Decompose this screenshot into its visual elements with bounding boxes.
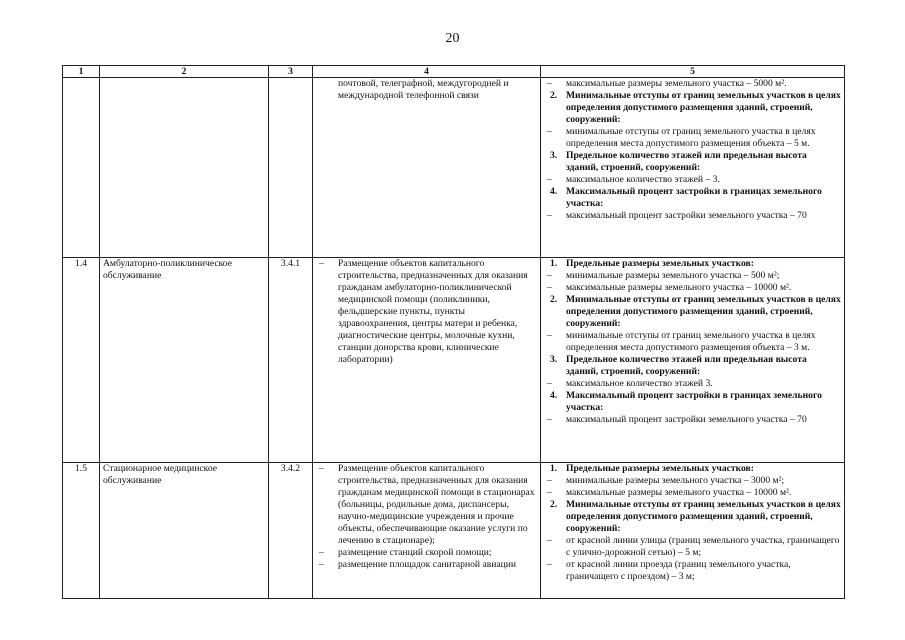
parameter-number: 4. bbox=[550, 186, 558, 197]
parameter-heading-text: Минимальные отступы от границ земельных участков в целях определения допустимого размещения зданий, строений, сооружений: bbox=[566, 90, 841, 125]
dash-bullet-icon: – bbox=[547, 282, 552, 293]
parameter-item-text: минимальные размеры земельного участка – 3000 м²; bbox=[566, 475, 785, 486]
parameter-heading bbox=[544, 499, 841, 535]
zoning-table bbox=[62, 65, 845, 599]
dash-bullet-icon: – bbox=[547, 330, 552, 341]
parameter-heading-text: Предельное количество этажей или предельная высота зданий, строений, сооружений: bbox=[566, 150, 807, 173]
parameter-item bbox=[544, 210, 841, 222]
parameter-item-text: максимальное количество этажей 3. bbox=[566, 378, 713, 389]
parameter-number: 4. bbox=[550, 390, 558, 401]
header-col-2: 2 bbox=[100, 66, 269, 78]
use-type-code bbox=[269, 78, 313, 258]
parameter-heading bbox=[544, 463, 841, 475]
list-item-text: размещение площадок санитарной авиации bbox=[338, 559, 517, 570]
dash-bullet-icon: – bbox=[547, 475, 552, 486]
dash-bullet-icon: – bbox=[319, 559, 324, 570]
parameter-item bbox=[544, 475, 841, 487]
parameter-heading-text: Предельные размеры земельных участков: bbox=[566, 258, 754, 269]
parameter-heading bbox=[544, 390, 841, 414]
parameter-item bbox=[544, 378, 841, 390]
parameter-heading bbox=[544, 258, 841, 270]
use-description bbox=[313, 258, 541, 463]
parameter-number: 3. bbox=[550, 150, 558, 161]
description-list bbox=[316, 463, 537, 571]
parameter-heading bbox=[544, 186, 841, 210]
parameter-number: 3. bbox=[550, 354, 558, 365]
use-type-name: Стационарное медицинское обслуживание bbox=[100, 463, 269, 599]
dash-bullet-icon: – bbox=[547, 487, 552, 498]
dash-bullet-icon: – bbox=[547, 174, 552, 185]
parameter-number: 2. bbox=[550, 90, 558, 101]
parameter-item-text: максимальный процент застройки земельного участка – 70 bbox=[566, 210, 807, 221]
dash-bullet-icon: – bbox=[319, 258, 324, 269]
list-item-text: Размещение объектов капитального строительства, предназначенных для оказания гражданам медицинской помощи в стационарах (больницы, родильные дома, диспансеры, научно-медицинские учреждения и прочие объекты, обеспечивающие оказание услуги по лечению в стационаре); bbox=[338, 463, 535, 546]
row-number: 1.5 bbox=[63, 463, 100, 599]
parameter-heading-text: Максимальный процент застройки в границах земельного участка: bbox=[566, 186, 822, 209]
parameter-item bbox=[544, 535, 841, 559]
parameter-heading-text: Максимальный процент застройки в границах земельного участка: bbox=[566, 390, 822, 413]
parameters-cell bbox=[541, 78, 845, 258]
table-header-row bbox=[63, 66, 845, 78]
parameter-item bbox=[544, 487, 841, 499]
list-item-text: размещение станций скорой помощи; bbox=[338, 547, 492, 558]
parameter-item bbox=[544, 282, 841, 294]
parameters-cell bbox=[541, 463, 845, 599]
use-type-name: Амбулаторно-поликлиническое обслуживание bbox=[100, 258, 269, 463]
parameter-item bbox=[544, 270, 841, 282]
dash-bullet-icon: – bbox=[547, 378, 552, 389]
dash-bullet-icon: – bbox=[547, 270, 552, 281]
dash-bullet-icon: – bbox=[547, 535, 552, 546]
parameter-number: 1. bbox=[550, 463, 558, 474]
list-item bbox=[316, 547, 537, 559]
list-item-text: Размещение объектов капитального строительства, предназначенных для оказания гражданам амбулаторно-поликлинической медицинской помощи (поликлиники, фельдшерские пункты, пункты здравоохранения, центры матери и ребенка, диагностические центры, молочные кухни, станции донорства крови, клинические лаборатории) bbox=[338, 258, 528, 365]
parameter-item-text: минимальные отступы от границ земельного участка в целях определения места допустимого размещения объекта – 3 м. bbox=[566, 330, 816, 353]
parameter-item-text: максимальные размеры земельного участка – 10000 м². bbox=[566, 282, 792, 293]
parameter-heading bbox=[544, 150, 841, 174]
parameter-item-text: максимальное количество этажей – 3. bbox=[566, 174, 720, 185]
header-col-4: 4 bbox=[313, 66, 541, 78]
dash-bullet-icon: – bbox=[547, 78, 552, 89]
parameter-item-text: минимальные отступы от границ земельного участка в целях определения места допустимого размещения объекта – 5 м. bbox=[566, 126, 816, 149]
table-row bbox=[63, 258, 845, 463]
use-type-code: 3.4.2 bbox=[269, 463, 313, 599]
parameter-item-text: максимальный процент застройки земельного участка – 70 bbox=[566, 414, 807, 425]
parameter-heading-text: Предельные размеры земельных участков: bbox=[566, 463, 754, 474]
description-text: почтовой, телеграфной, междугородней и международной телефонной связи bbox=[338, 78, 509, 101]
list-item bbox=[316, 258, 537, 366]
dash-bullet-icon: – bbox=[547, 126, 552, 137]
table-row bbox=[63, 78, 845, 258]
dash-bullet-icon: – bbox=[547, 210, 552, 221]
parameter-heading bbox=[544, 90, 841, 126]
parameter-item-text: максимальные размеры земельного участка – 5000 м². bbox=[566, 78, 787, 89]
list-item bbox=[316, 559, 537, 571]
parameter-heading-text: Предельное количество этажей или предельная высота зданий, строений, сооружений: bbox=[566, 354, 807, 377]
parameter-heading-text: Минимальные отступы от границ земельных участков в целях определения допустимого размещения зданий, строений, сооружений: bbox=[566, 294, 841, 329]
use-type-name bbox=[100, 78, 269, 258]
parameter-number: 1. bbox=[550, 258, 558, 269]
parameters-cell bbox=[541, 258, 845, 463]
list-item bbox=[316, 463, 537, 547]
header-col-1: 1 bbox=[63, 66, 100, 78]
use-description bbox=[313, 78, 541, 258]
row-number bbox=[63, 78, 100, 258]
parameter-item-text: от красной линии проезда (границ земельного участка, граничащего с проездом) – 3 м; bbox=[566, 559, 791, 582]
dash-bullet-icon: – bbox=[547, 414, 552, 425]
parameter-item bbox=[544, 174, 841, 186]
table-row bbox=[63, 463, 845, 599]
parameter-heading bbox=[544, 354, 841, 378]
parameter-item-text: минимальные размеры земельного участка – 500 м²; bbox=[566, 270, 780, 281]
parameter-item bbox=[544, 414, 841, 426]
use-description bbox=[313, 463, 541, 599]
use-type-code: 3.4.1 bbox=[269, 258, 313, 463]
dash-bullet-icon: – bbox=[319, 547, 324, 558]
parameter-number: 2. bbox=[550, 294, 558, 305]
table-body bbox=[63, 78, 845, 599]
parameter-item bbox=[544, 78, 841, 90]
parameter-item bbox=[544, 330, 841, 354]
parameter-item-text: от красной линии улицы (границ земельного участка, граничащего с улично-дорожной сетью) – 5 м; bbox=[566, 535, 840, 558]
page-number: 20 bbox=[445, 31, 460, 46]
parameter-item bbox=[544, 126, 841, 150]
header-col-5: 5 bbox=[541, 66, 845, 78]
description-list bbox=[316, 258, 537, 366]
parameter-item bbox=[544, 559, 841, 583]
dash-bullet-icon: – bbox=[319, 463, 324, 474]
dash-bullet-icon: – bbox=[547, 559, 552, 570]
parameter-number: 2. bbox=[550, 499, 558, 510]
parameter-item-text: максимальные размеры земельного участка – 10000 м². bbox=[566, 487, 792, 498]
header-col-3: 3 bbox=[269, 66, 313, 78]
row-number: 1.4 bbox=[63, 258, 100, 463]
parameter-heading-text: Минимальные отступы от границ земельных участков в целях определения допустимого размещения зданий, строений, сооружений: bbox=[566, 499, 841, 534]
parameter-heading bbox=[544, 294, 841, 330]
